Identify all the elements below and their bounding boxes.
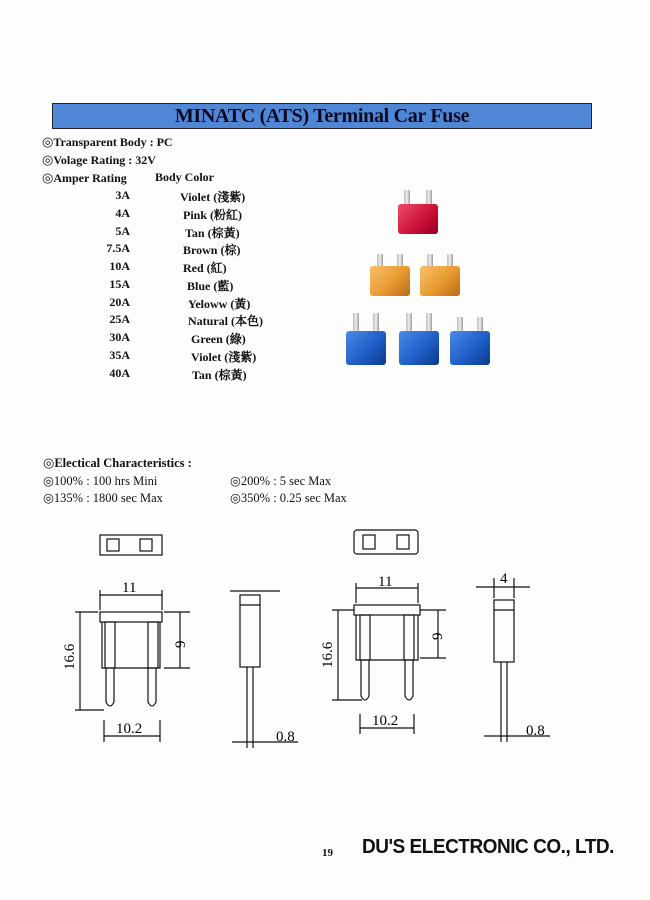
company-name: DU'S ELECTRONIC CO., LTD. xyxy=(362,836,614,858)
color-value: Yeloww (黃) xyxy=(188,297,251,311)
color-value: Violet (淺紫) xyxy=(191,350,257,364)
electrical-title xyxy=(43,455,192,471)
amp-value: 30A xyxy=(109,330,130,344)
color-value: Red (紅) xyxy=(183,261,227,275)
dim-width-right: 11 xyxy=(378,574,393,590)
header-text: Amper Rating xyxy=(53,171,127,185)
page-number: 19 xyxy=(322,847,333,859)
spec-transparent-body xyxy=(42,134,173,150)
fuse-front-view-right xyxy=(354,605,420,700)
color-value: Tan (棕黃) xyxy=(192,368,247,382)
amp-value: 15A xyxy=(109,277,130,291)
spec-voltage-rating xyxy=(42,152,156,168)
spec-text: Transparent Body : PC xyxy=(53,135,173,149)
fuse-top-view-left xyxy=(100,535,162,555)
color-value: Violet (淺紫) xyxy=(180,190,246,204)
rating-row xyxy=(40,241,340,259)
char-200 xyxy=(230,473,331,489)
body-color-header: Body Color xyxy=(155,170,215,184)
amp-value: 7.5A xyxy=(106,241,130,255)
char-text: 135% : 1800 sec Max xyxy=(53,491,163,505)
dim-blade-thickness-right: 0.8 xyxy=(526,723,545,739)
page-title: MINATC (ATS) Terminal Car Fuse xyxy=(174,105,470,127)
color-value: Brown (棕) xyxy=(183,243,241,257)
dim-blade-span-right: 10.2 xyxy=(372,713,399,729)
amp-value: 5A xyxy=(115,224,130,238)
char-text: 350% : 0.25 sec Max xyxy=(240,491,347,505)
char-350 xyxy=(230,490,347,506)
rating-row xyxy=(40,206,340,224)
rating-row xyxy=(40,224,340,242)
bullet-mark: ◎ xyxy=(43,455,55,470)
dim-height-left: 16.6 xyxy=(62,643,78,670)
amper-rating-header xyxy=(42,170,127,186)
char-100 xyxy=(43,473,157,489)
dimension-drawing xyxy=(0,520,650,760)
color-value: Pink (粉紅) xyxy=(183,208,243,222)
rating-row xyxy=(40,277,340,295)
dim-width-left: 11 xyxy=(122,580,137,596)
bullet-mark: ◎ xyxy=(230,491,241,505)
rating-row xyxy=(40,259,340,277)
color-value: Blue (藍) xyxy=(187,279,234,293)
title-banner xyxy=(52,103,592,129)
amp-value: 20A xyxy=(109,295,130,309)
amp-value: 40A xyxy=(109,366,130,380)
rating-row xyxy=(40,312,340,330)
rating-row xyxy=(40,295,340,313)
rating-row xyxy=(40,366,340,384)
fuse-top-view-right xyxy=(354,530,418,554)
bullet-mark: ◎ xyxy=(42,170,54,185)
bullet-mark: ◎ xyxy=(42,134,54,149)
color-value: Natural (本色) xyxy=(188,314,263,328)
dim-thickness-right: 4 xyxy=(500,571,508,587)
color-value: Tan (棕黃) xyxy=(185,226,240,240)
rating-row xyxy=(40,348,340,366)
rating-row xyxy=(40,188,340,206)
dim-blade-thickness-left: 0.8 xyxy=(276,729,295,745)
dim-body-right: 9 xyxy=(430,632,446,640)
amp-value: 4A xyxy=(115,206,130,220)
char-text: 200% : 5 sec Max xyxy=(240,474,332,488)
dim-blade-span-left: 10.2 xyxy=(116,721,143,737)
rating-row xyxy=(40,330,340,348)
bullet-mark: ◎ xyxy=(230,474,241,488)
amp-value: 3A xyxy=(115,188,130,202)
fuse-side-view-right xyxy=(476,578,550,742)
char-text: 100% : 100 hrs Mini xyxy=(53,474,158,488)
fuse-side-view-left xyxy=(230,591,298,748)
amp-value: 25A xyxy=(109,312,130,326)
electrical-title-text: Electical Characteristics : xyxy=(54,456,192,470)
spec-text: Volage Rating : 32V xyxy=(53,153,156,167)
amp-value: 35A xyxy=(109,348,130,362)
fuse-front-view-left xyxy=(100,612,162,706)
bullet-mark: ◎ xyxy=(42,152,54,167)
color-value: Green (綠) xyxy=(191,332,246,346)
char-135 xyxy=(43,490,163,506)
bullet-mark: ◎ xyxy=(43,474,54,488)
amp-value: 10A xyxy=(109,259,130,273)
bullet-mark: ◎ xyxy=(43,491,54,505)
dim-body-left: 9 xyxy=(173,640,189,648)
dim-height-right: 16.6 xyxy=(320,641,336,668)
